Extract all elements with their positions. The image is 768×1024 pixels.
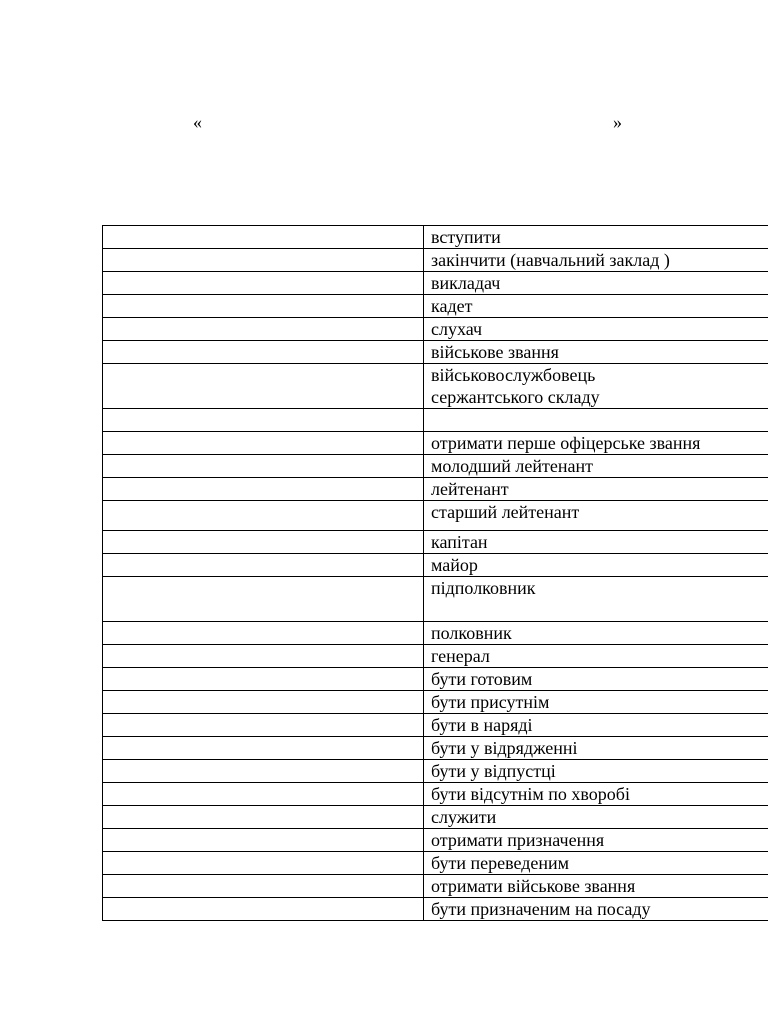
translation-cell[interactable] — [103, 531, 424, 554]
term-cell: отримати перше офіцерське звання — [424, 432, 768, 455]
table-row — [103, 554, 768, 577]
table-row — [103, 341, 768, 364]
table-row — [103, 668, 768, 691]
translation-cell[interactable] — [103, 783, 424, 806]
translation-cell[interactable] — [103, 249, 424, 272]
translation-cell[interactable] — [103, 622, 424, 645]
term-cell: закінчити (навчальний заклад ) — [424, 249, 768, 272]
term-cell: військове звання — [424, 341, 768, 364]
term-cell: бути готовим — [424, 668, 768, 691]
table-row — [103, 645, 768, 668]
translation-cell[interactable] — [103, 806, 424, 829]
vocabulary-table — [102, 225, 768, 921]
translation-cell[interactable] — [103, 714, 424, 737]
term-cell: капітан — [424, 531, 768, 554]
term-cell: генерал — [424, 645, 768, 668]
term-cell: отримати військове звання — [424, 875, 768, 898]
term-cell: бути у відрядженні — [424, 737, 768, 760]
table-row — [103, 783, 768, 806]
translation-cell[interactable] — [103, 691, 424, 714]
table-row — [103, 409, 768, 432]
translation-cell[interactable] — [103, 432, 424, 455]
table-row — [103, 737, 768, 760]
table-row — [103, 364, 768, 409]
table-row — [103, 432, 768, 455]
term-cell: молодший лейтенант — [424, 455, 768, 478]
table-row — [103, 829, 768, 852]
translation-cell[interactable] — [103, 829, 424, 852]
term-cell: отримати призначення — [424, 829, 768, 852]
table-row — [103, 318, 768, 341]
table-row — [103, 852, 768, 875]
term-cell: бути у відпустці — [424, 760, 768, 783]
table-row — [103, 455, 768, 478]
translation-cell[interactable] — [103, 668, 424, 691]
term-cell — [424, 409, 768, 432]
translation-cell[interactable] — [103, 409, 424, 432]
table-row — [103, 478, 768, 501]
term-cell: бути відсутнім по хворобі — [424, 783, 768, 806]
translation-cell[interactable] — [103, 645, 424, 668]
term-cell: слухач — [424, 318, 768, 341]
translation-cell[interactable] — [103, 501, 424, 531]
translation-cell[interactable] — [103, 341, 424, 364]
table-row — [103, 622, 768, 645]
table-row — [103, 501, 768, 531]
table-row — [103, 898, 768, 921]
table-row — [103, 875, 768, 898]
table-row — [103, 295, 768, 318]
term-cell: полковник — [424, 622, 768, 645]
term-cell: майор — [424, 554, 768, 577]
translation-cell[interactable] — [103, 898, 424, 921]
table-row — [103, 226, 768, 249]
translation-cell[interactable] — [103, 760, 424, 783]
table-row — [103, 249, 768, 272]
translation-cell[interactable] — [103, 272, 424, 295]
translation-cell[interactable] — [103, 318, 424, 341]
closing-quote-mark: » — [613, 112, 622, 132]
term-cell: військовослужбовець сержантського складу — [424, 364, 768, 409]
translation-cell[interactable] — [103, 554, 424, 577]
term-cell: служити — [424, 806, 768, 829]
table-row — [103, 806, 768, 829]
term-cell: старший лейтенант — [424, 501, 768, 531]
table-row — [103, 272, 768, 295]
term-cell: лейтенант — [424, 478, 768, 501]
translation-cell[interactable] — [103, 875, 424, 898]
translation-cell[interactable] — [103, 364, 424, 409]
term-cell: вступити — [424, 226, 768, 249]
translation-cell[interactable] — [103, 852, 424, 875]
translation-cell[interactable] — [103, 577, 424, 622]
table-row — [103, 577, 768, 622]
term-cell: викладач — [424, 272, 768, 295]
translation-cell[interactable] — [103, 226, 424, 249]
term-cell: бути призначеним на посаду — [424, 898, 768, 921]
table-row — [103, 760, 768, 783]
table-row — [103, 691, 768, 714]
term-cell: бути присутнім — [424, 691, 768, 714]
term-cell: підполковник — [424, 577, 768, 622]
translation-cell[interactable] — [103, 478, 424, 501]
term-cell: кадет — [424, 295, 768, 318]
table-row — [103, 531, 768, 554]
translation-cell[interactable] — [103, 295, 424, 318]
table-row — [103, 714, 768, 737]
term-cell: бути в наряді — [424, 714, 768, 737]
vocabulary-table-body — [103, 226, 768, 921]
translation-cell[interactable] — [103, 737, 424, 760]
opening-quote-mark: « — [193, 112, 202, 132]
translation-cell[interactable] — [103, 455, 424, 478]
term-cell: бути переведеним — [424, 852, 768, 875]
